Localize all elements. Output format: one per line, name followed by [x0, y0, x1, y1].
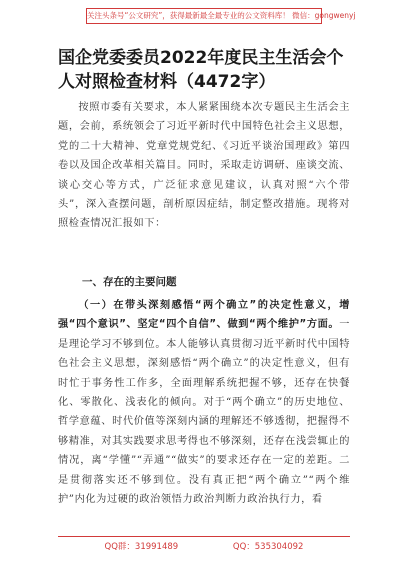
- footer-qq-group: QQ群：31991489: [104, 542, 179, 552]
- footer-banner: [58, 536, 350, 552]
- section-paragraph: [58, 296, 350, 509]
- document-title: 国企党委委员2022年度民主生活会个人对照检查材料（4472字）: [58, 48, 344, 92]
- header-banner: 关注头条号“公文研究”，获得最新最全最专业的公文资料库！ 微信：gongwenyj: [86, 8, 322, 24]
- subsection-body: 一是理论学习不够到位。本人能够认真贯彻习近平新时代中国特色社会主义思想，深刻感悟“两个确立”的决定性意义，但有时忙于事务性工作多，全面理解系统把握不够，还存在快餐化、零散化、浅表化的倾向。对于“两个确立”的历史地位、哲学意蕴、时代价值等深刻内涵的理解还不够透彻，把握得不够精准，对其实践要求思考得也不够深刻，还存在浅尝辄止的情况，离“学懂”“弄通”“做实”的要求还存在一定的差距。二是贯彻落实还不够到位。没有真正把“两个确立”“两个维护”内化为过硬的政治领悟力政治判断力政治执行力，看: [58, 319, 350, 506]
- intro-paragraph: 按照市委有关要求，本人紧紧围绕本次专题民主生活会主题，会前，系统领会了习近平新时代中国特色社会主义思想，党的二十大精神、党章党规党纪、《习近平谈治国理政》第四卷以及国企改革相关篇目。同时，采取走访调研、座谈交流、谈心交心等方式，广泛征求意见建议，认真对照“六个带头”，深入查摆问题，剖析原因症结，制定整改措施。现将对照检查情况汇报如下：: [58, 102, 350, 230]
- section-heading: 一、存在的主要问题: [82, 276, 177, 288]
- subsection-heading: （一）在带头深刻感悟“两个确立”的决定性意义，增强“四个意识”、坚定“四个自信”、做到“两个维护”方面。: [58, 300, 350, 331]
- footer-qq: QQ：535304092: [232, 542, 304, 552]
